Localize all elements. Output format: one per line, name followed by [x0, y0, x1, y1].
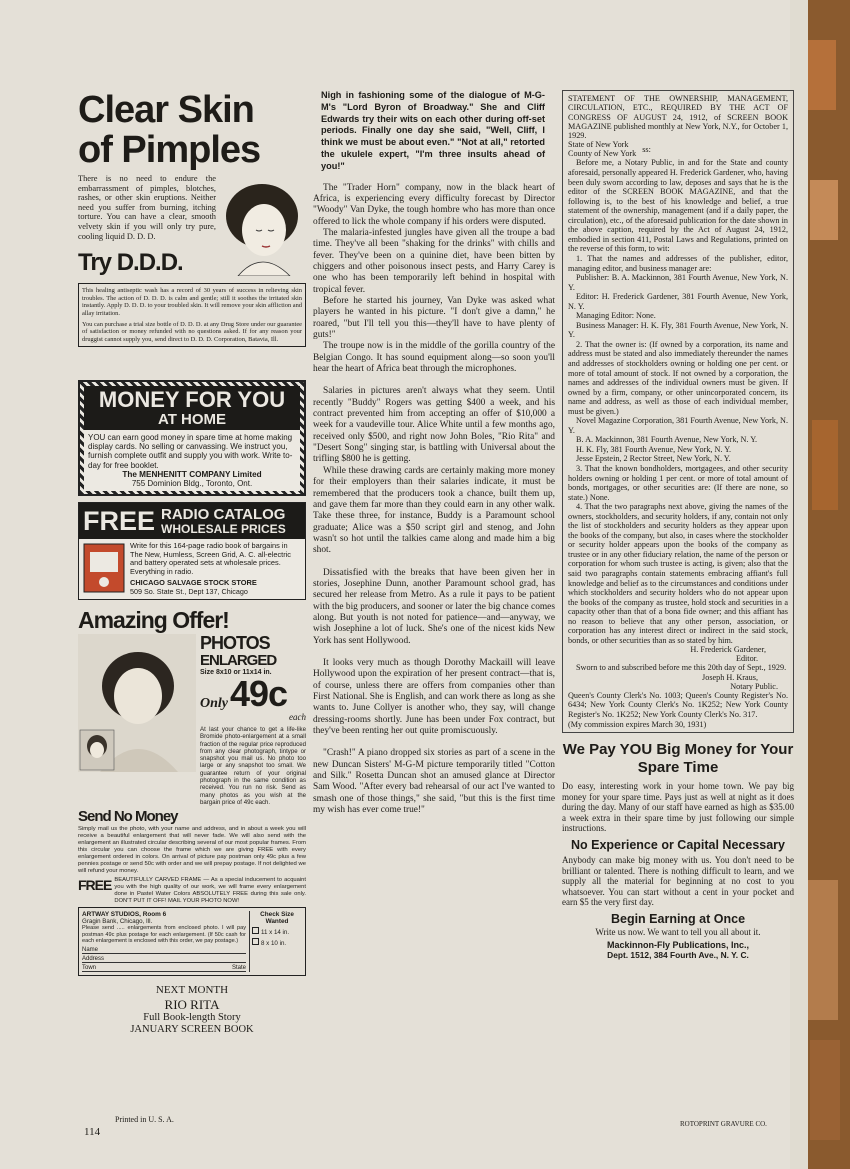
- radio-address: 509 So. State St., Dept 137, Chicago: [130, 587, 248, 597]
- statement-signer: H. Frederick Gardener,: [690, 645, 766, 655]
- ddd-headline-2: of Pimples: [78, 129, 261, 171]
- size-checkbox-11x14[interactable]: [252, 927, 259, 934]
- statement-ss: ss:: [642, 144, 651, 154]
- article-paragraph: The malaria-infested jungles have given all the troupe a bad time. They've all been "shaking for the drinks" with chills and fever. They've been on a quinine diet, have been bitten by chiggers and other poisonous insect pests, and Harry Carey is one who has been temporarily left behind in hospital with tropical fever.: [313, 227, 555, 295]
- send-no-money: Send No Money: [78, 808, 178, 826]
- paragraph-gap: [313, 647, 555, 658]
- spare-text-2: Anybody can make big money with us. You don't need to be brilliant or talented. There is nothing difficult to learn, and we supply all the material for beginning at no cost to you whatsoever. You can start without a cent in your pocket and earn $5 the very first day.: [562, 855, 794, 908]
- size-option-11x14: 11 x 14 in.: [261, 929, 290, 937]
- statement-paragraph: H. K. Fly, 381 Fourth Avenue, New York, N. Y.: [576, 444, 732, 454]
- printed-in-usa: Printed in U. S. A.: [115, 1115, 174, 1124]
- money-at-home-ad: [78, 380, 306, 496]
- radio-text: Write for this 164-page radio book of bargains in The New, Humless, Screen Grid, A. C. all-electric and battery operated sets at wholesale prices. Everything in radio.: [130, 541, 292, 576]
- statement-heading: STATEMENT OF THE OWNERSHIP, MANAGEMENT, CIRCULATION, ETC., REQUIRED BY THE ACT OF CONGRESS OF AUGUST 24, 1912, of SCREEN BOOK MAGAZINE published monthly at New York, N.Y., for October 1, 1929.: [568, 94, 788, 141]
- photo-text-2: Simply mail us the photo, with your name and address, and in about a week you will receive a beautiful enlargement that will never fade. We will also send with the enlargement an illustrated circular describing several of our most popular frames. From this circular you can choose the frame which we are giving FREE with every enlargement ordered in colors. On arrival of picture pay postman only 49c plus a few pennies postage or send 50c with order and we will prepay postage. If not delighted we will refund your money.: [78, 826, 306, 875]
- statement-paragraph: 4. That the two paragraphs next above, giving the names of the owners, stockholders, and security holders, if any, contain not only the list of stockholders and security holders as they appear upon the books of the company, but also, in cases where the stockholder or security holder appears upon the books of the company as trustee or in any other fiduciary relation, the name of the person or corporation for whom such trustee is acting, is given; also that the said two paragraphs contain statements embracing affiant's full knowledge and belief as to the circumstances and conditions under which stockholders and security holders who do not appear upon the books of the company as trustee, hold stock and securities in a capacity other than that of a bona fide owner; and this affiant has no reason to believe that any other person, association, or corporation has any interest direct or indirect in the said stock, bonds, or other securities than as so stated by him.: [568, 502, 788, 645]
- spare-headline: We Pay YOU Big Money for Your Spare Time: [562, 741, 794, 777]
- ddd-info-box: [78, 283, 306, 347]
- right-column: [562, 90, 794, 1130]
- coupon-state-label[interactable]: State: [231, 964, 246, 971]
- article-paragraphs: [313, 183, 555, 817]
- money-text: YOU can earn good money in spare time at home making display cards. No selling or canvassing. We instruct you, furnish complete outfit and supply you with work. Write to-day for free booklet.: [88, 433, 293, 470]
- statement-paragraph: 2. That the owner is: (If owned by a corporation, its name and address must be stated and also immediately thereunder the names and addresses of stockholders owning or holding one per cent. or more of total amount of stock. If not owned by a corporation, the names and addresses of the individual owners must be given. If owned by a firm, company, or other unincorporated concern, its name and address, as well as those of each individual member, must be given.): [568, 339, 788, 416]
- statement-paragraph: B. A. Mackinnon, 381 Fourth Avenue, New York, N. Y.: [576, 435, 758, 445]
- statement-paragraph: Novel Magazine Corporation, 381 Fourth Avenue, New York, N. Y.: [568, 416, 789, 435]
- coupon-town-label[interactable]: Town: [82, 964, 97, 971]
- article-paragraph: Dissatisfied with the breaks that have been given her in stories, Josephine Dunn, another Paramount school grad, has secured her release from Metro. As a rule it pays to be patient with the big producers, and sooner or later the big chance comes along. But youth is not noted for patience—and—anyway, we wish Josephine a lot of luck. She's one of the nicest kids New York has sent Hollywood.: [313, 567, 555, 646]
- statement-sworn: Sworn to and subscribed before me this 20th day of Sept., 1929.: [576, 663, 787, 673]
- statement-paragraph: 3. That the known bondholders, mortgagees, and other security holders owning or holding 1 per cent. or more of total amount of bonds, mortgages, or other securities are: (If there are none, so state.) None.: [568, 463, 788, 502]
- radio-free: FREE: [83, 506, 156, 536]
- radio-headline-2: WHOLESALE PRICES: [161, 521, 286, 536]
- spare-company: Mackinnon-Fly Publications, Inc.,: [606, 939, 750, 950]
- statement-notary: Joseph H. Kraus,: [702, 672, 758, 682]
- ddd-box-text-1: This healing antiseptic wash has a record of 30 years of success in relieving skin troubles. The action of D. D. D. is calm and gentle; still it soothes the irritated skin instantly. Apply D. D. D. to your troubled skin. It will remove your skin affliction and allay irritation.: [82, 287, 302, 317]
- statement-clerk: Queen's County Clerk's No. 1003; Queen's County Register's No. 6434; New York County Clerk's No. 1K252; New York County Register's No. 1K252; New York County Clerk's No. 317.: [568, 690, 788, 720]
- coupon-studio: ARTWAY STUDIOS, Room 6: [82, 911, 167, 919]
- coupon-text: Please send ..... enlargements from enclosed photo. I will pay postman 49c plus postage for each enlargement. (If 50c cash for each enlargement is enclosed with this order, we pay postage.): [82, 925, 246, 945]
- next-month-box: [78, 984, 306, 1036]
- statement-paragraph: 1. That the names and addresses of the publisher, editor, managing editor, and business manager are:: [568, 253, 788, 273]
- statement-signer-title: Editor.: [735, 654, 758, 664]
- next-month-line-1: NEXT MONTH: [155, 983, 229, 996]
- money-headline-1: MONEY FOR YOU: [98, 387, 286, 412]
- money-headline-2: AT HOME: [157, 411, 227, 428]
- radio-catalog-ad: [78, 502, 306, 600]
- paragraph-gap: [313, 375, 555, 386]
- money-address: 755 Dominion Bldg., Toronto, Ont.: [131, 478, 253, 488]
- ownership-statement: [562, 90, 794, 733]
- statement-paragraph: Publisher: B. A. Mackinnon, 381 Fourth Avenue, New York, N. Y.: [568, 273, 788, 292]
- spare-subhead: No Experience or Capital Necessary: [571, 838, 785, 853]
- page-number: 114: [84, 1126, 101, 1138]
- ddd-intro: There is no need to endure the embarrassment of pimples, blotches, rashes, or other skin eruptions. Neither need you suffer from burning, itching torture. You can have a clear, smooth velvety skin if you will only try pure, cooling liquid D. D. D.: [78, 174, 216, 241]
- ddd-box-text-2: You can purchase a trial size bottle of D. D. D. at any Drug Store under our guarantee of satisfaction or money refunded with no questions asked. If for any reason your druggist cannot supply you, send direct to D. D. D. Corporation, Batavia, Ill.: [82, 320, 302, 343]
- photo-free-text: BEAUTIFULLY CARVED FRAME — As a special inducement to acquaint you with the high quality of our work, we will frame every enlargement done in Pastel Water Colors ABSOLUTELY FREE during this sale only. DON'T PUT IT OFF! MAIL YOUR PHOTO NOW!: [114, 877, 306, 904]
- statement-paragraphs: [568, 158, 788, 645]
- statement-notary-title: Notary Public.: [730, 681, 778, 691]
- photo-title-1: PHOTOS: [200, 633, 270, 653]
- photo-free: FREE: [78, 877, 112, 894]
- size-option-8x10: 8 x 10 in.: [261, 940, 287, 948]
- money-company: The MENHENITT COMPANY Limited: [122, 469, 262, 479]
- article-paragraph: Salaries in pictures aren't always what they seem. Until recently "Buddy" Rogers was getting $400 a week, and his contract prevented him from accepting an offer of $10,000 a week for a vaudeville tour. Alice White until a few months ago, received only $500, and right now John Boles, "Rio Rita" and "Desert Song" singing star, is battling with Universal about the trifling $800 he is getting.: [313, 386, 555, 465]
- radio-catalog-icon: [82, 542, 126, 594]
- article-paragraph: Before he started his journey, Van Dyke was asked what players he wanted in his picture. "I don't give a damn," he roared, "but I'll tell you this—they'll have to have plenty of guts!": [313, 296, 555, 341]
- next-month-line-3: Full Book-length Story: [143, 1011, 241, 1023]
- coupon-address-label[interactable]: Address: [82, 955, 105, 962]
- statement-county: County of New York: [568, 149, 637, 159]
- middle-column: [313, 90, 555, 1110]
- photo-title-2: ENLARGED: [200, 652, 277, 669]
- radio-store: CHICAGO SALVAGE STOCK STORE: [130, 578, 257, 588]
- photo-only: Only: [200, 696, 228, 711]
- ddd-tagline: Try D.D.D.: [78, 249, 183, 277]
- spare-subhead-2: Begin Earning at Once: [610, 912, 746, 927]
- size-checkbox-8x10[interactable]: [252, 938, 259, 945]
- spare-address: Dept. 1512, 384 Fourth Ave., N. Y. C.: [607, 949, 749, 960]
- article-paragraph: The troupe now is in the middle of the gorilla country of the Belgian Congo. It has sound equipment along—so soon you'll hear the heart of Africa beat through the microphones.: [313, 341, 555, 375]
- photo-each: each: [289, 712, 306, 722]
- paragraph-gap: [313, 557, 555, 568]
- radio-headline-1: RADIO CATALOG: [161, 505, 286, 523]
- photo-size: Size 8x10 or 11x14 in.: [200, 669, 272, 676]
- spare-time-ad: [562, 741, 794, 960]
- portrait-photo: [78, 634, 196, 772]
- statement-paragraph: Jesse Epstein, 2 Rector Street, New York, N. Y.: [576, 454, 731, 464]
- woman-portrait-illustration: [218, 178, 304, 276]
- spare-text-3: Write us now. We want to tell you all about it.: [595, 927, 761, 938]
- article-paragraph: "Crash!" A piano dropped six stories as part of a scene in the new Duncan Sisters' M-G-M picture temporarily titled "Cotton and Silk." Rosetta Duncan shot an amused glance at Director Sam Wood. "After every bad rehearsal of our act I've wanted to smash one of those things," she said, "but this is the first time my wish has ever come true!": [313, 748, 555, 816]
- next-month-line-4: JANUARY SCREEN BOOK: [130, 1023, 254, 1035]
- next-month-line-2: RIO RITA: [164, 996, 220, 1012]
- photo-coupon[interactable]: [78, 907, 306, 975]
- intro-bold: Nigh in fashioning some of the dialogue of M-G-M's "Lord Byron of Broadway." She and Cliff Edwards try their wits on each other during off-set periods. Finally one day she said, "Well, Cliff, I think we must be about even." "Not at all," retorted the ukulele expert, "I'm three insults ahead of you!": [321, 90, 545, 171]
- photo-enlarged-ad: [78, 606, 306, 976]
- photo-text: At last your chance to get a life-like Bromide photo-enlargement at a small fraction of the regular price reproduced from any clear photograph, tintype or snapshot you mail us. No photo too large or any snapshot too small. We guarantee return of your original photograph in the same condition as received. You run no risk. Send as many photos as you wish at the bargain price of 49c each.: [200, 726, 306, 806]
- paragraph-gap: [313, 737, 555, 748]
- photo-headline: Amazing Offer!: [78, 607, 229, 633]
- article-paragraph: The "Trader Horn" company, now in the black heart of Africa, is experiencing every difficulty forecast by Director "Woody" Van Dyke, the tough hombre who has more than once offered to lick the whole company if his orders were disputed.: [313, 182, 555, 227]
- statement-paragraph: Editor: H. Frederick Gardener, 381 Fourth Avenue, New York, N. Y.: [568, 292, 788, 311]
- statement-paragraph: Before me, a Notary Public, in and for the State and county aforesaid, personally appeared H. Frederick Gardener, who, having been duly sworn according to law, deposes and says that he is the editor of the SCREEN BOOK MAGAZINE, and that the following is, to the best of his knowledge and belief, a true statement of the ownership, management (and if a daily paper, the circulation), etc., of the aforesaid publication for the date shown in the above caption, required by the Act of August 24, 1912, embodied in section 411, Postal Laws and Regulations, printed on the reverse of this form, to wit:: [568, 158, 788, 254]
- coupon-city: Gragin Bank, Chicago, Ill.: [82, 918, 153, 926]
- ddd-headline-1: Clear Skin: [78, 90, 254, 131]
- coupon-name-label[interactable]: Name: [82, 946, 99, 953]
- article-paragraph: It looks very much as though Dorothy Mackaill will leave Hollywood upon the expiration of her present contract—that is, of course, unless there are offers from companies other than First National. She is English, and can work there as long as she wants to. June Collyer is another who, they say, will change dressing-rooms shortly. June has been under Fox contract, but they've been renting her out quite promiscuously.: [313, 657, 555, 737]
- printer-credit: ROTOPRINT GRAVURE CO.: [680, 1120, 767, 1128]
- left-column: [78, 90, 306, 1036]
- statement-commission: (My commission expires March 30, 1931): [568, 719, 707, 729]
- coupon-check-size: Check Size Wanted: [260, 911, 294, 926]
- spare-text-1: Do easy, interesting work in your home town. We pay big money for your spare time. Pays just as well at night as it does during the day. Many of our staff have earned as high as $35.00 a week extra in their spare time by just following our simple instructions.: [562, 781, 794, 834]
- statement-paragraph: Managing Editor: None.: [576, 311, 656, 321]
- article-paragraph: While these drawing cards are certainly making more money for their employers than their salaries indicate, it must be remembered that the producers took a chance, built them up, and gave them far more than they could earn in any other walk. Take these three, for instance, Buddy is a Paramount school graduate; Alice was a $50 script girl and stenog, and John wasn't so hot until the talkies came along and made him a big shot.: [313, 465, 555, 556]
- statement-paragraph: Business Manager: H. K. Fly, 381 Fourth Avenue, New York, N. Y.: [568, 320, 788, 340]
- ddd-ad: [78, 90, 306, 380]
- photo-price: 49c: [230, 673, 288, 714]
- statement-state: State of New York: [568, 140, 629, 150]
